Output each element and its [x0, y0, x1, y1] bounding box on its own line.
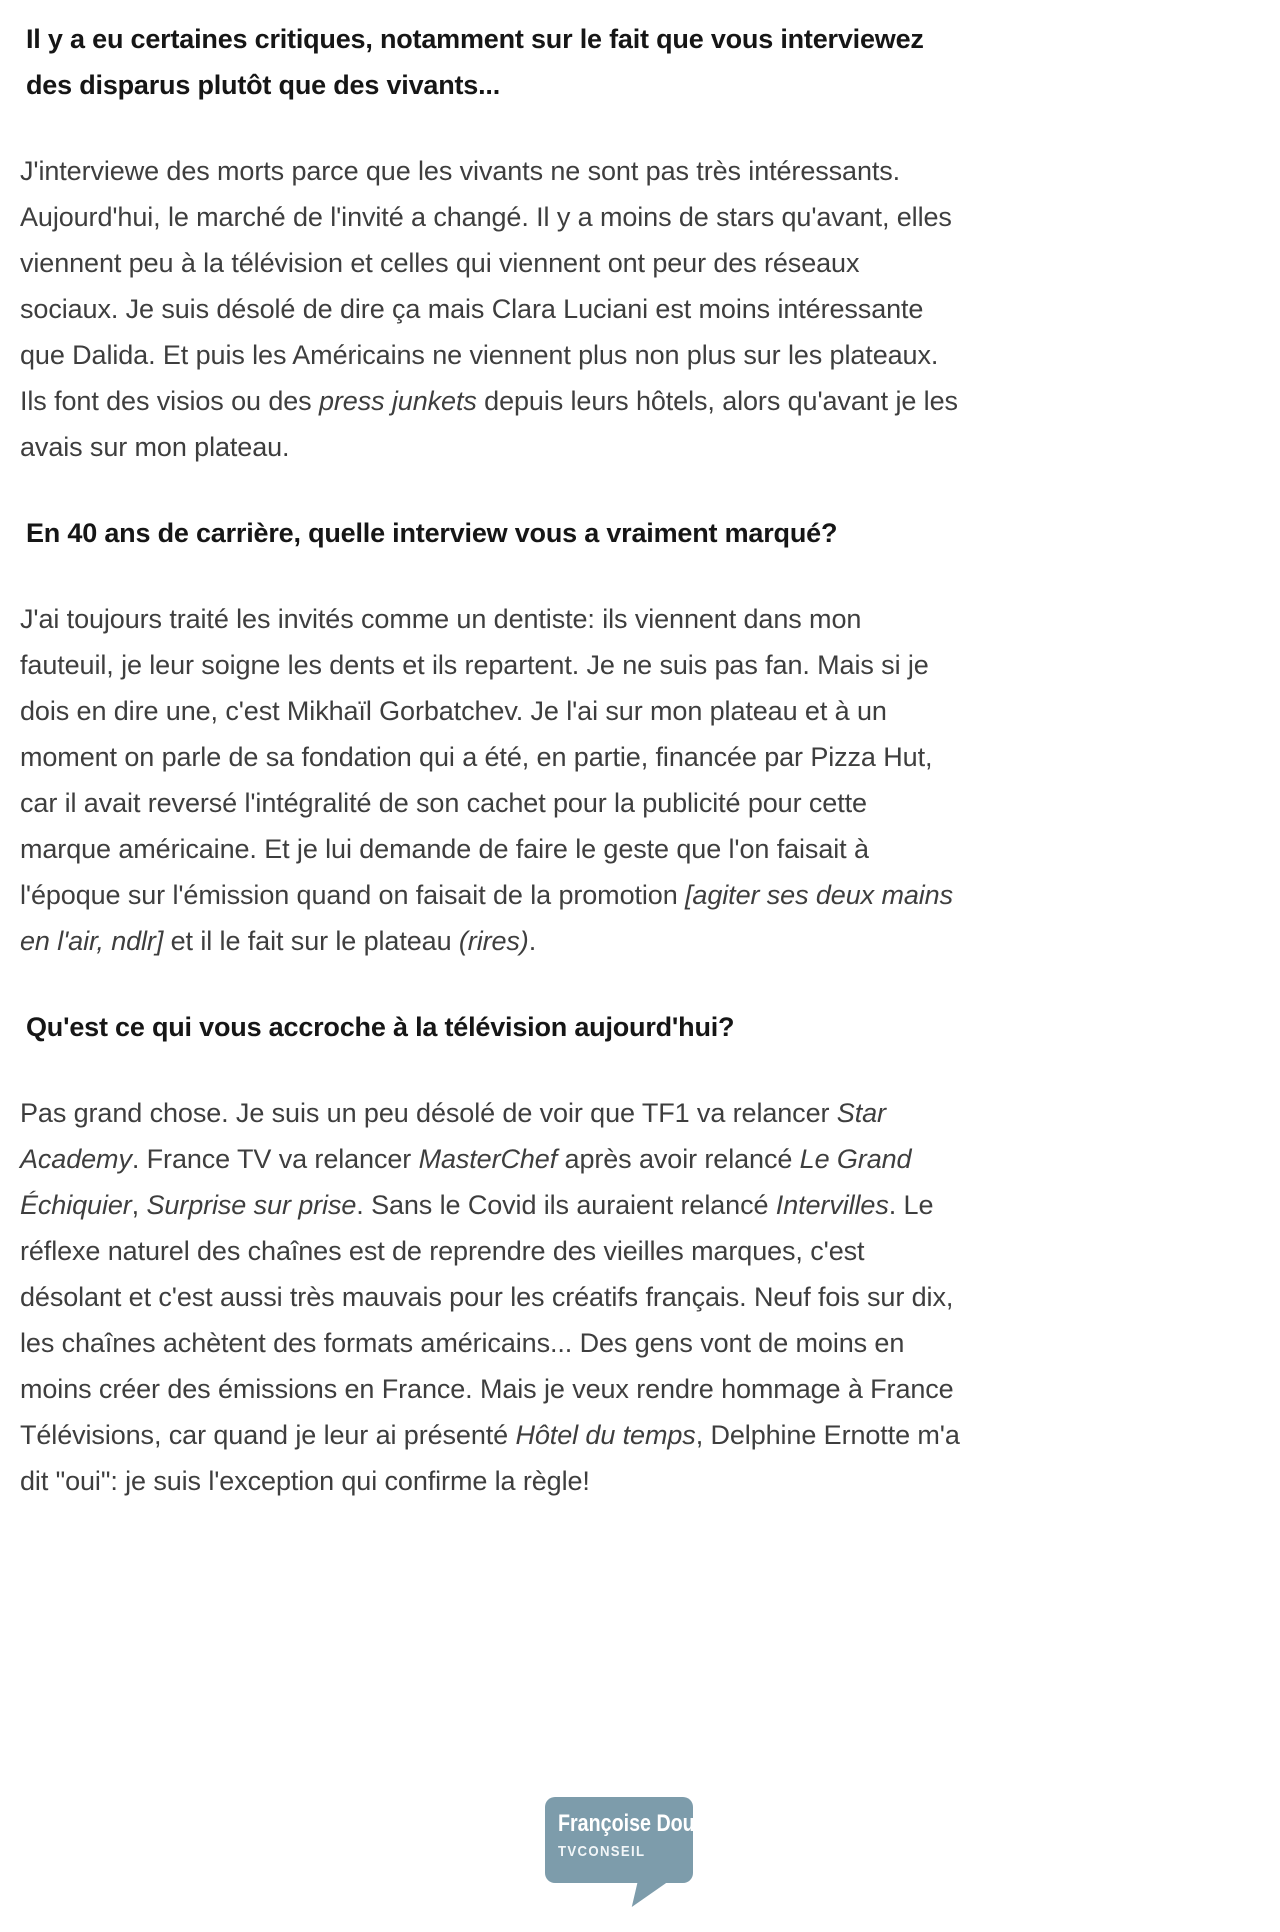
question-heading-1: Il y a eu certaines critiques, notamment sur le fait que vous interviewez des disparus plutôt que des vivants...: [26, 24, 924, 100]
logo-tagline: TVCONSEIL: [558, 1843, 646, 1860]
question-heading-3: Qu'est ce qui vous accroche à la télévision aujourd'hui?: [26, 1012, 735, 1042]
interview-article: [20, 16, 960, 1544]
answer-paragraph-2: J'ai toujours traité les invités comme un dentiste: ils viennent dans mon fauteuil, je leur soigne les dents et ils repartent. Je ne suis pas fan. Mais si je dois en dire une, c'est Mikhaïl Gorbatchev. Je l'ai sur mon plateau et à un moment on parle de sa fondation qui a été, en partie, financée par Pizza Hut, car il avait reversé l'intégralité de son cachet pour la publicité pour cette marque américaine. Et je lui demande de faire le geste que l'on faisait à l'époque sur l'émission quand on faisait de la promotion [agiter ses deux mains en l'air, ndlr] et il le fait sur le plateau (rires).: [20, 604, 953, 956]
logo-name: Françoise Doux: [558, 1810, 706, 1837]
answer-paragraph-3: Pas grand chose. Je suis un peu désolé de voir que TF1 va relancer Star Academy. France TV va relancer MasterChef après avoir relancé Le Grand Échiquier, Surprise sur prise. Sans le Covid ils auraient relancé Intervilles. Le réflexe naturel des chaînes est de reprendre des vieilles marques, c'est désolant et c'est aussi très mauvais pour les créatifs français. Neuf fois sur dix, les chaînes achètent des formats américains... Des gens vont de moins en moins créer des émissions en France. Mais je veux rendre hommage à France Télévisions, car quand je leur ai présenté Hôtel du temps, Delphine Ernotte m'a dit "oui": je suis l'exception qui confirme la règle!: [20, 1098, 960, 1496]
speech-bubble-tail-icon: [631, 1881, 669, 1907]
answer-paragraph-1: J'interviewe des morts parce que les vivants ne sont pas très intéressants. Aujourd'hui, le marché de l'invité a changé. Il y a moins de stars qu'avant, elles viennent peu à la télévision et celles qui viennent ont peur des réseaux sociaux. Je suis désolé de dire ça mais Clara Luciani est moins intéressante que Dalida. Et puis les Américains ne viennent plus non plus sur les plateaux. Ils font des visios ou des press junkets depuis leurs hôtels, alors qu'avant je les avais sur mon plateau.: [20, 156, 958, 462]
question-heading-2: En 40 ans de carrière, quelle interview vous a vraiment marqué?: [26, 518, 838, 548]
tvconseil-logo: [545, 1797, 706, 1883]
speech-bubble-icon: [545, 1797, 706, 1883]
